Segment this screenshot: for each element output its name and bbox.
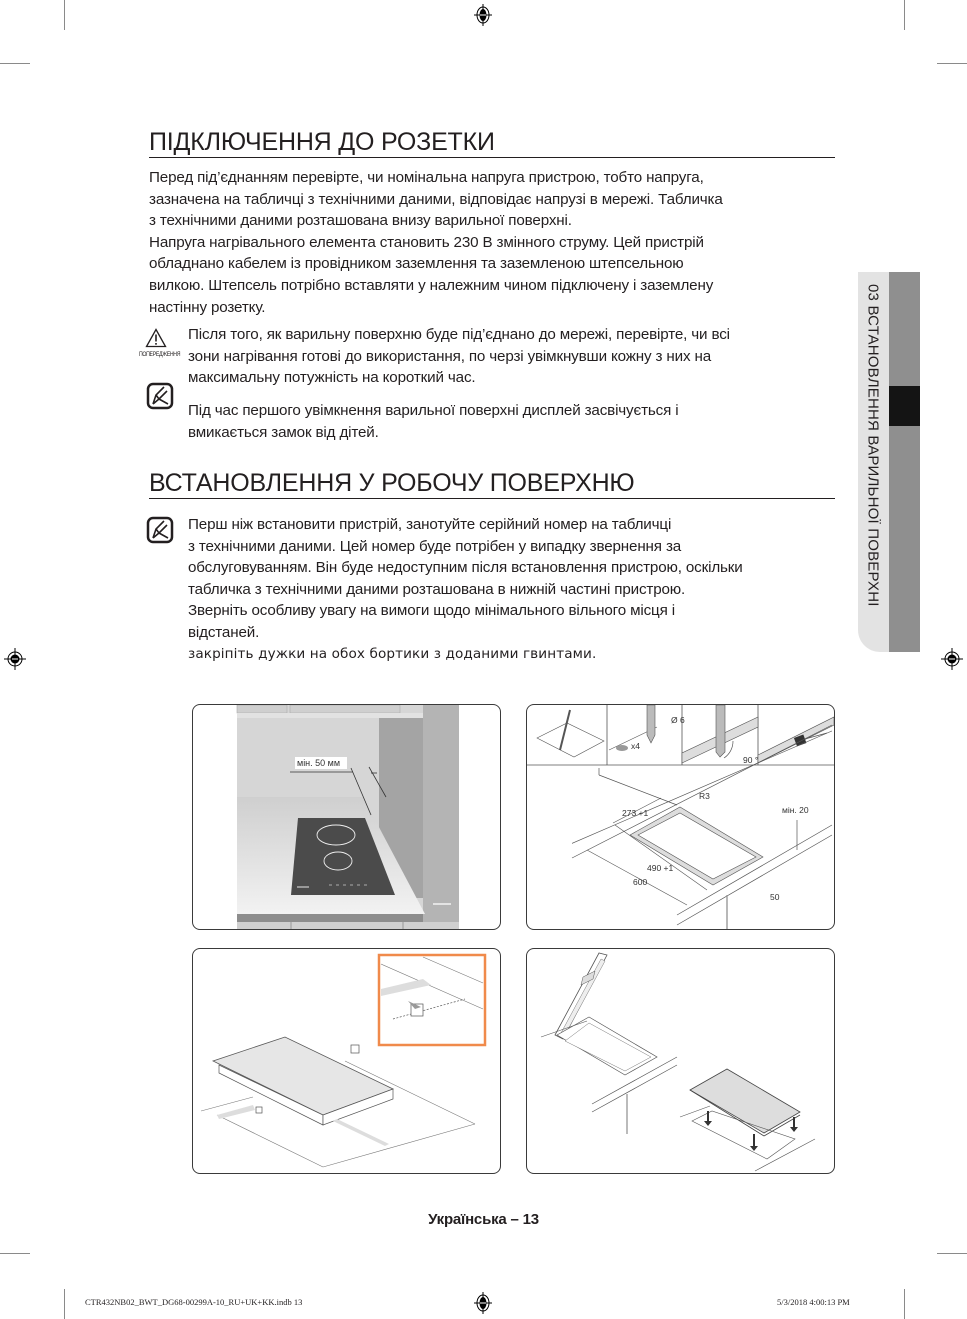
section-title-socket-connection: ПІДКЛЮЧЕННЯ ДО РОЗЕТКИ <box>149 128 835 158</box>
crop-mark <box>0 63 30 64</box>
text-line: Перш ніж встановити пристрій, занотуйте серійний номер на табличці <box>188 516 672 533</box>
figure-hob-placement <box>526 948 835 1174</box>
text-line: максимальну потужність на короткий час. <box>188 369 476 387</box>
text-line: Напруга нагрівального елемента становить 230 В змінного струму. Цей пристрій <box>149 233 704 251</box>
text-line: відстаней. <box>188 623 260 641</box>
text-line: вмикається замок від дітей. <box>188 423 379 441</box>
crop-mark <box>0 1253 30 1254</box>
warning-triangle-icon <box>145 328 167 348</box>
text-line: Зверніть особливу увагу на вимоги щодо мінімального вільного місця і <box>188 602 675 620</box>
crop-mark <box>904 0 905 30</box>
text-line: табличка з технічними даними розташована в нижній частині пристрою. <box>188 580 686 598</box>
text-line: з технічними даними розташована внизу варильної поверхні. <box>149 212 572 230</box>
figure-bracket-fixing <box>192 948 501 1174</box>
text-line: Перед під’єднанням перевірте, чи номінальна напруга пристрою, тобто напруга, <box>149 169 704 186</box>
width-dimension-label: 490 +1 <box>647 863 674 873</box>
text-line: зони нагрівання готові до використання, по черзі увімкнувши кожну з них на <box>188 347 712 365</box>
section-title-worktop-installation: ВСТАНОВЛЕННЯ У РОБОЧУ ПОВЕРХНЮ <box>149 469 835 499</box>
crop-mark <box>904 1289 905 1319</box>
text-line: з технічними даними. Цей номер буде потрібен у випадку звернення за <box>188 537 682 555</box>
min-thickness-label: мін. 20 <box>782 805 809 815</box>
depth-dimension-label: 273 +1 <box>622 808 649 818</box>
text-line: зазначена на табличці з технічними даними, відповідає напрузі в мережі. Табличка <box>149 190 723 208</box>
text-line: Під час першого увімкнення варильної поверхні дисплей засвічується і <box>188 402 679 419</box>
crop-mark <box>64 0 65 30</box>
text-line: вилкою. Штепсель потрібно вставляти у належним чином підключену і заземлену <box>149 276 714 294</box>
chapter-tab-strip <box>889 272 920 652</box>
registration-mark-icon <box>4 648 26 670</box>
chapter-title: 03 ВСТАНОВЛЕННЯ ВАРИЛЬНОЇ ПОВЕРХНІ <box>864 284 882 607</box>
text-line: Після того, як варильну поверхню буде під’єднано до мережі, перевірте, чи всі <box>188 326 730 343</box>
angle-label: 90 ° <box>743 755 759 765</box>
min-clearance-label: мін. 50 мм <box>297 758 341 768</box>
installation-note-text <box>188 514 843 665</box>
file-name: CTR432NB02_BWT_DG68-00299A-10_RU+UK+KK.indb 13 <box>85 1297 303 1307</box>
text-line: закріпіть дужки на обох бортики з доданими гвинтами. <box>188 645 597 662</box>
note-pencil-icon <box>146 516 174 544</box>
warning-label: ПОПЕРЕДЖЕННЯ <box>139 351 181 358</box>
page-number: Українська – 13 <box>428 1211 539 1228</box>
holes-count-label: x4 <box>631 741 640 751</box>
text-line: обслуговуванням. Він буде недоступним після встановлення пристрою, оскільки <box>188 559 743 577</box>
note-text <box>188 400 843 443</box>
registration-mark-icon <box>472 4 494 26</box>
print-timestamp: 5/3/2018 4:00:13 PM <box>777 1297 850 1307</box>
figure-clearance <box>192 704 501 930</box>
crop-mark <box>937 63 967 64</box>
text-line: обладнано кабелем із провідником заземлення та заземленою штепсельною <box>149 255 684 273</box>
chapter-position-marker <box>889 386 920 426</box>
crop-mark <box>64 1289 65 1319</box>
text-line: настінну розетку. <box>149 298 266 316</box>
registration-mark-icon <box>941 648 963 670</box>
note-pencil-icon <box>146 382 174 410</box>
registration-mark-icon <box>472 1292 494 1314</box>
edge-distance-label: 50 <box>770 892 780 902</box>
figure-cutout-dimensions <box>526 704 835 930</box>
section1-paragraph <box>149 167 839 318</box>
crop-mark <box>937 1253 967 1254</box>
drill-diameter-label: Ø 6 <box>671 715 685 725</box>
radius-label: R3 <box>699 791 710 801</box>
worktop-depth-label: 600 <box>633 877 648 887</box>
warning-text <box>188 324 843 389</box>
